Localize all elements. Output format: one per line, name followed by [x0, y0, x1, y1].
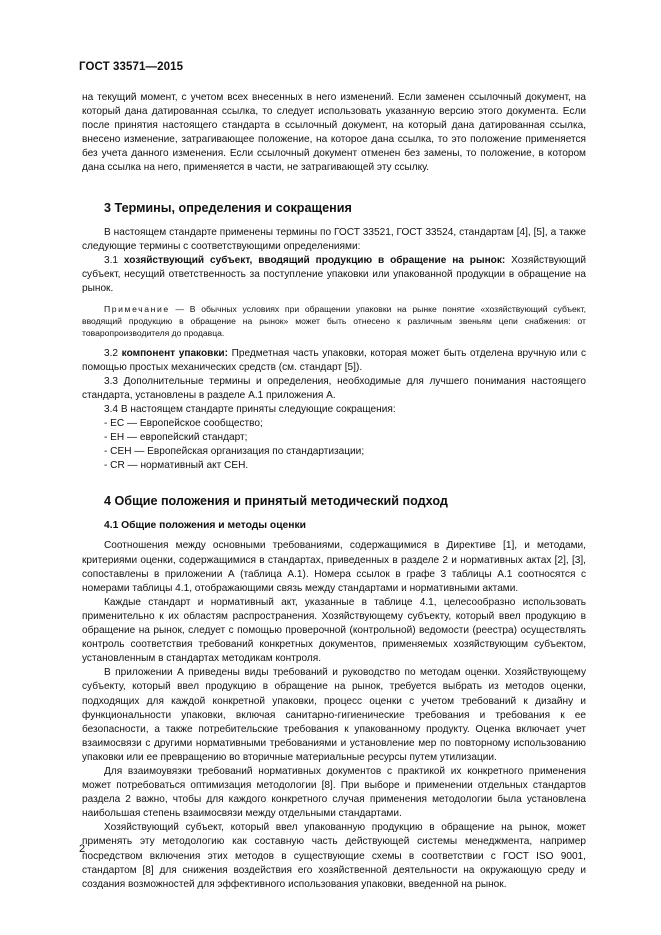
term-3-1 [82, 254, 586, 296]
abbreviation-item: - CR — нормативный акт СЕН. [104, 460, 249, 472]
section-4-title: 4 Общие положения и принятый методический подход [104, 494, 448, 509]
document-code-header: ГОСТ 33571—2015 [79, 61, 184, 73]
term-3-2-term: компонент упаковки: [121, 347, 228, 359]
page-content [82, 91, 586, 892]
term-3-2-definition: Предметная часть упаковки, которая может быть отделена вручную или с помощью простых механических средств (см. стандарт [5]). [82, 347, 587, 373]
abbreviation-item: - ЕС — Европейское сообщество; [104, 418, 263, 430]
term-3-1-term: хозяйствующий субъект, вводящий продукцию в обращение на рынок: [123, 254, 506, 266]
page-number: 2 [79, 843, 86, 855]
section-4-paragraph: Соотношения между основными требованиями, содержащимися в Директиве [1], и методами, критериями оценки, содержащимися в стандартах, приведенных в разделе 2 и нормативных актах [2], [3], сопоставлены в приложении А (таблица А.1). Номера ссылок в графе 3 таблицы А.1 соотносятся с номерами таблицы 4.1, отображающими связь между стандартами и нормативными актами. [82, 540, 586, 594]
section-3-title: 3 Термины, определения и сокращения [104, 200, 352, 215]
term-3-1-definition: Хозяйствующий субъект, несущий ответственность за поступление упаковки или упакованной продукции в обращение на рынок. [82, 254, 586, 294]
abbreviation-item: - ЕН — европейский стандарт; [104, 432, 248, 444]
intro-paragraph: на текущий момент, с учетом всех внесенных в него изменений. Если заменен ссылочный документ, на который дана датированная ссылка, то следует использовать указанную версию этого документа. Если после принятия настоящего стандарта в ссылочный документ, на который дана датированная ссылка, внесено изменение, затрагивающее положение, на которое дана ссылка, то это положение применяется без учета данного изменения. Если ссылочный документ отменен без замены, то положение, в котором дана ссылка на него, применяется в части, не затрагивающей эту ссылку. [82, 92, 586, 174]
section-4-paragraph: В приложении А приведены виды требований и руководство по методам оценки. Хозяйствующему субъекту, который ввел продукцию в обращение на рынок, требуется выбрать из методов оценки, подходящих для каждой конкретной упаковки, процесс оценки с учетом требований к дизайну и функциональности упаковки, включая санитарно-гигиенические требования и требования к ее безопасности, а также потребительские требования к упакованному продукту. Оценка включает учет взаимосвязи с другими нормативными требованиями и установление мер по повторному использованию упаковки или ее превращению во вторичные материальные ресурсы путем утилизации. [82, 667, 586, 763]
subsection-4-1-title: 4.1 Общие положения и методы оценки [104, 520, 306, 532]
term-3-1-number: 3.1 [104, 254, 124, 266]
section-4-paragraph: Для взаимоувязки требований нормативных документов с практикой их конкретного применения может потребоваться оптимизация методологии [8]. При выборе и применении отдельных стандартов раздела 2 важно, чтобы для каждого конкретного случая применения методологии была установлена наибольшая степень взаимосвязи между отдельными стандартами. [82, 765, 586, 820]
section-3-intro: В настоящем стандарте применены термины по ГОСТ 33521, ГОСТ 33524, стандартам [4], [5], а также следующие термины с соответствующими определениями: [82, 226, 586, 252]
abbreviation-item: - СЕН — Европейская организация по стандартизации; [104, 446, 365, 458]
section-4-paragraph: Каждые стандарт и нормативный акт, указанные в таблице 4.1, целесообразно использовать применительно к их областям распространения. Хозяйствующему субъекту, который ввел продукцию в обращение на рынок, следует с помощью проверочной (контрольной) ведомости (реестра) осуществлять контроль соответствия требований конкретных документов, применяемых хозяйствующим субъектом, установленным в стандартах методикам контроля. [82, 596, 586, 665]
term-3-2 [82, 347, 586, 375]
paragraph-3-3: 3.3 Дополнительные термины и определения, необходимые для лучшего понимания настоящего стандарта, установлены в разделе А.1 приложения А. [82, 375, 586, 401]
paragraph-3-4: 3.4 В настоящем стандарте приняты следующие сокращения: [104, 404, 396, 416]
section-4-paragraph: Хозяйствующий субъект, который ввел упакованную продукцию в обращение на рынок, может применять эту методологию как составную часть действующей системы менеджмента, например посредством включения этих методов в существующие схемы в соответствии с ГОСТ ISO 9001, стандартом [8] для снижения воздействия его хозяйственной деятельности на окружающую среду и создания возможностей для эффективного использования упаковки, введенной на рынок. [82, 822, 586, 890]
note-3-1 [82, 303, 586, 340]
term-3-2-number: 3.2 [104, 347, 122, 359]
note-label: Примечание [104, 304, 170, 315]
note-text: — В обычных условиях при обращении упаковки на рынке понятие «хозяйствующий субъект, вводящий продукцию в обращение на рынок» может быть отнесено к различным звеньям цепи снабжения: от товаропроизводителя до продавца. [82, 304, 586, 339]
